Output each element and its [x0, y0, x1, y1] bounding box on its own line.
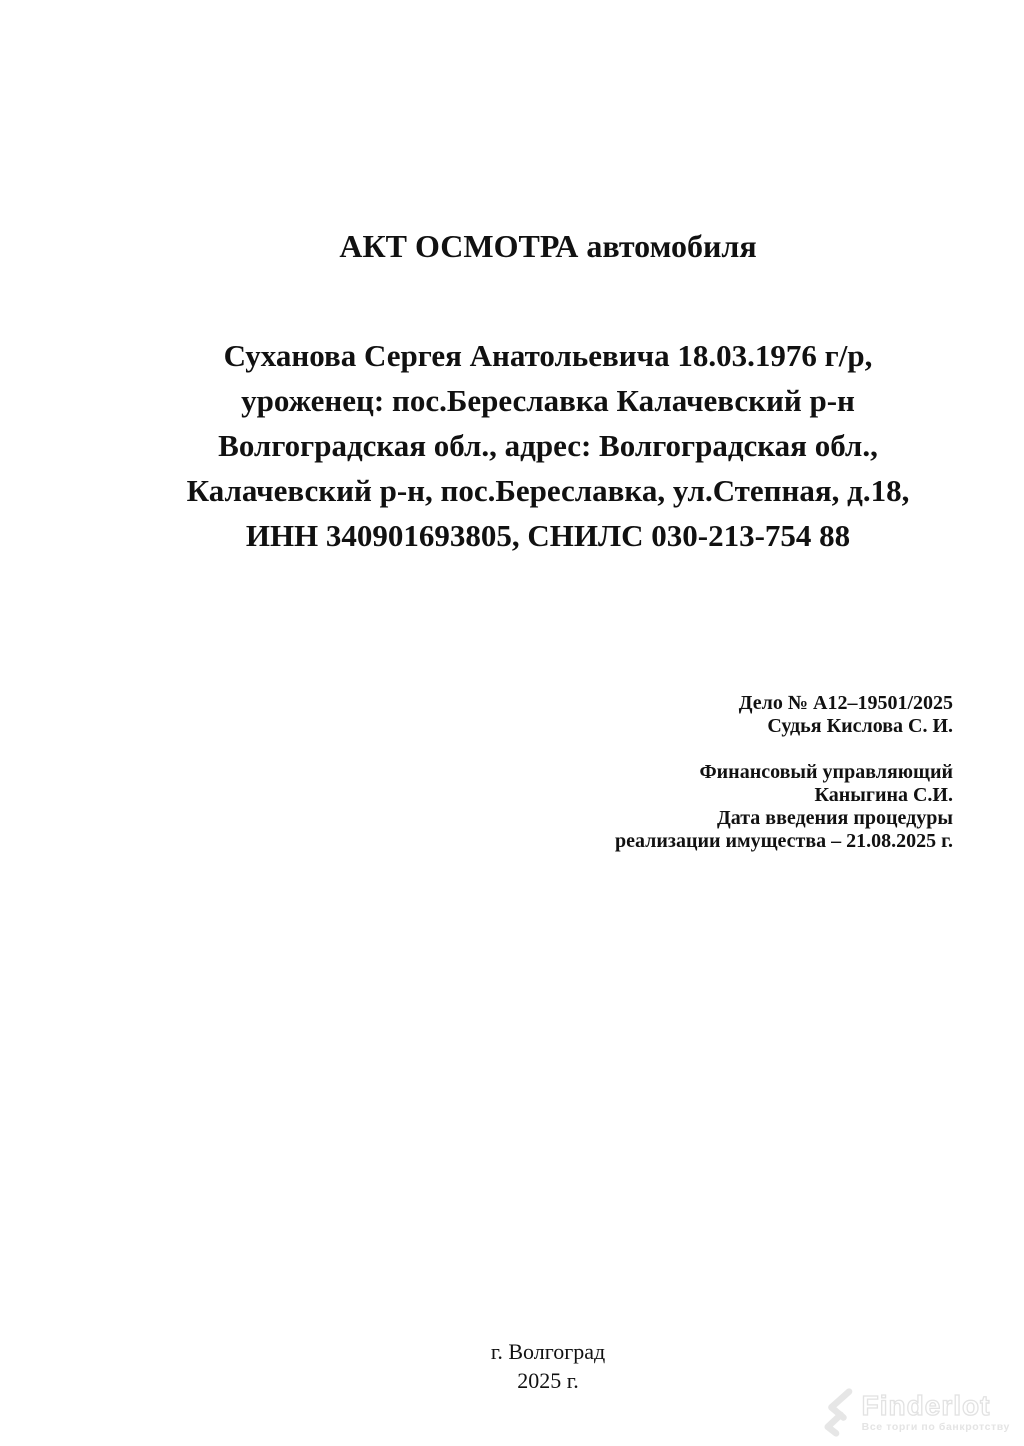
debtor-line: Волгоградская обл., адрес: Волгоградская обл., — [218, 428, 878, 463]
debtor-line: уроженец: пос.Береславка Калачевский р-н — [241, 383, 855, 418]
document-title: АКТ ОСМОТРА автомобиля — [339, 228, 757, 264]
watermark-tagline: Все торги по банкротству — [861, 1420, 1010, 1433]
manager-name: Каныгина С.И. — [814, 784, 953, 806]
debtor-line: Калачевский р-н, пос.Береславка, ул.Степная, д.18, — [186, 473, 910, 508]
procedure-date-line: Дата введения процедуры — [716, 807, 953, 829]
debtor-line: ИНН 340901693805, СНИЛС 030-213-754 88 — [245, 518, 851, 553]
finderlot-watermark — [818, 1386, 1010, 1438]
debtor-line: Суханова Сергея Анатольевича 18.03.1976 г/р, — [223, 338, 873, 373]
case-details-block — [615, 692, 953, 853]
debtor-info-paragraph — [106, 333, 990, 558]
watermark-brand: Finderlot — [861, 1389, 991, 1421]
case-number: Дело № А12–19501/2025 — [738, 692, 953, 714]
finderlot-logo-icon — [818, 1386, 856, 1438]
city-line: г. Волгоград — [490, 1339, 606, 1364]
year-line: 2025 г. — [517, 1368, 579, 1393]
judge-name: Судья Кислова С. И. — [767, 715, 953, 737]
manager-title: Финансовый управляющий — [699, 761, 953, 783]
blank-line — [615, 738, 953, 761]
watermark-text — [861, 1389, 1010, 1433]
procedure-date-line: реализации имущества – 21.08.2025 г. — [614, 830, 953, 852]
